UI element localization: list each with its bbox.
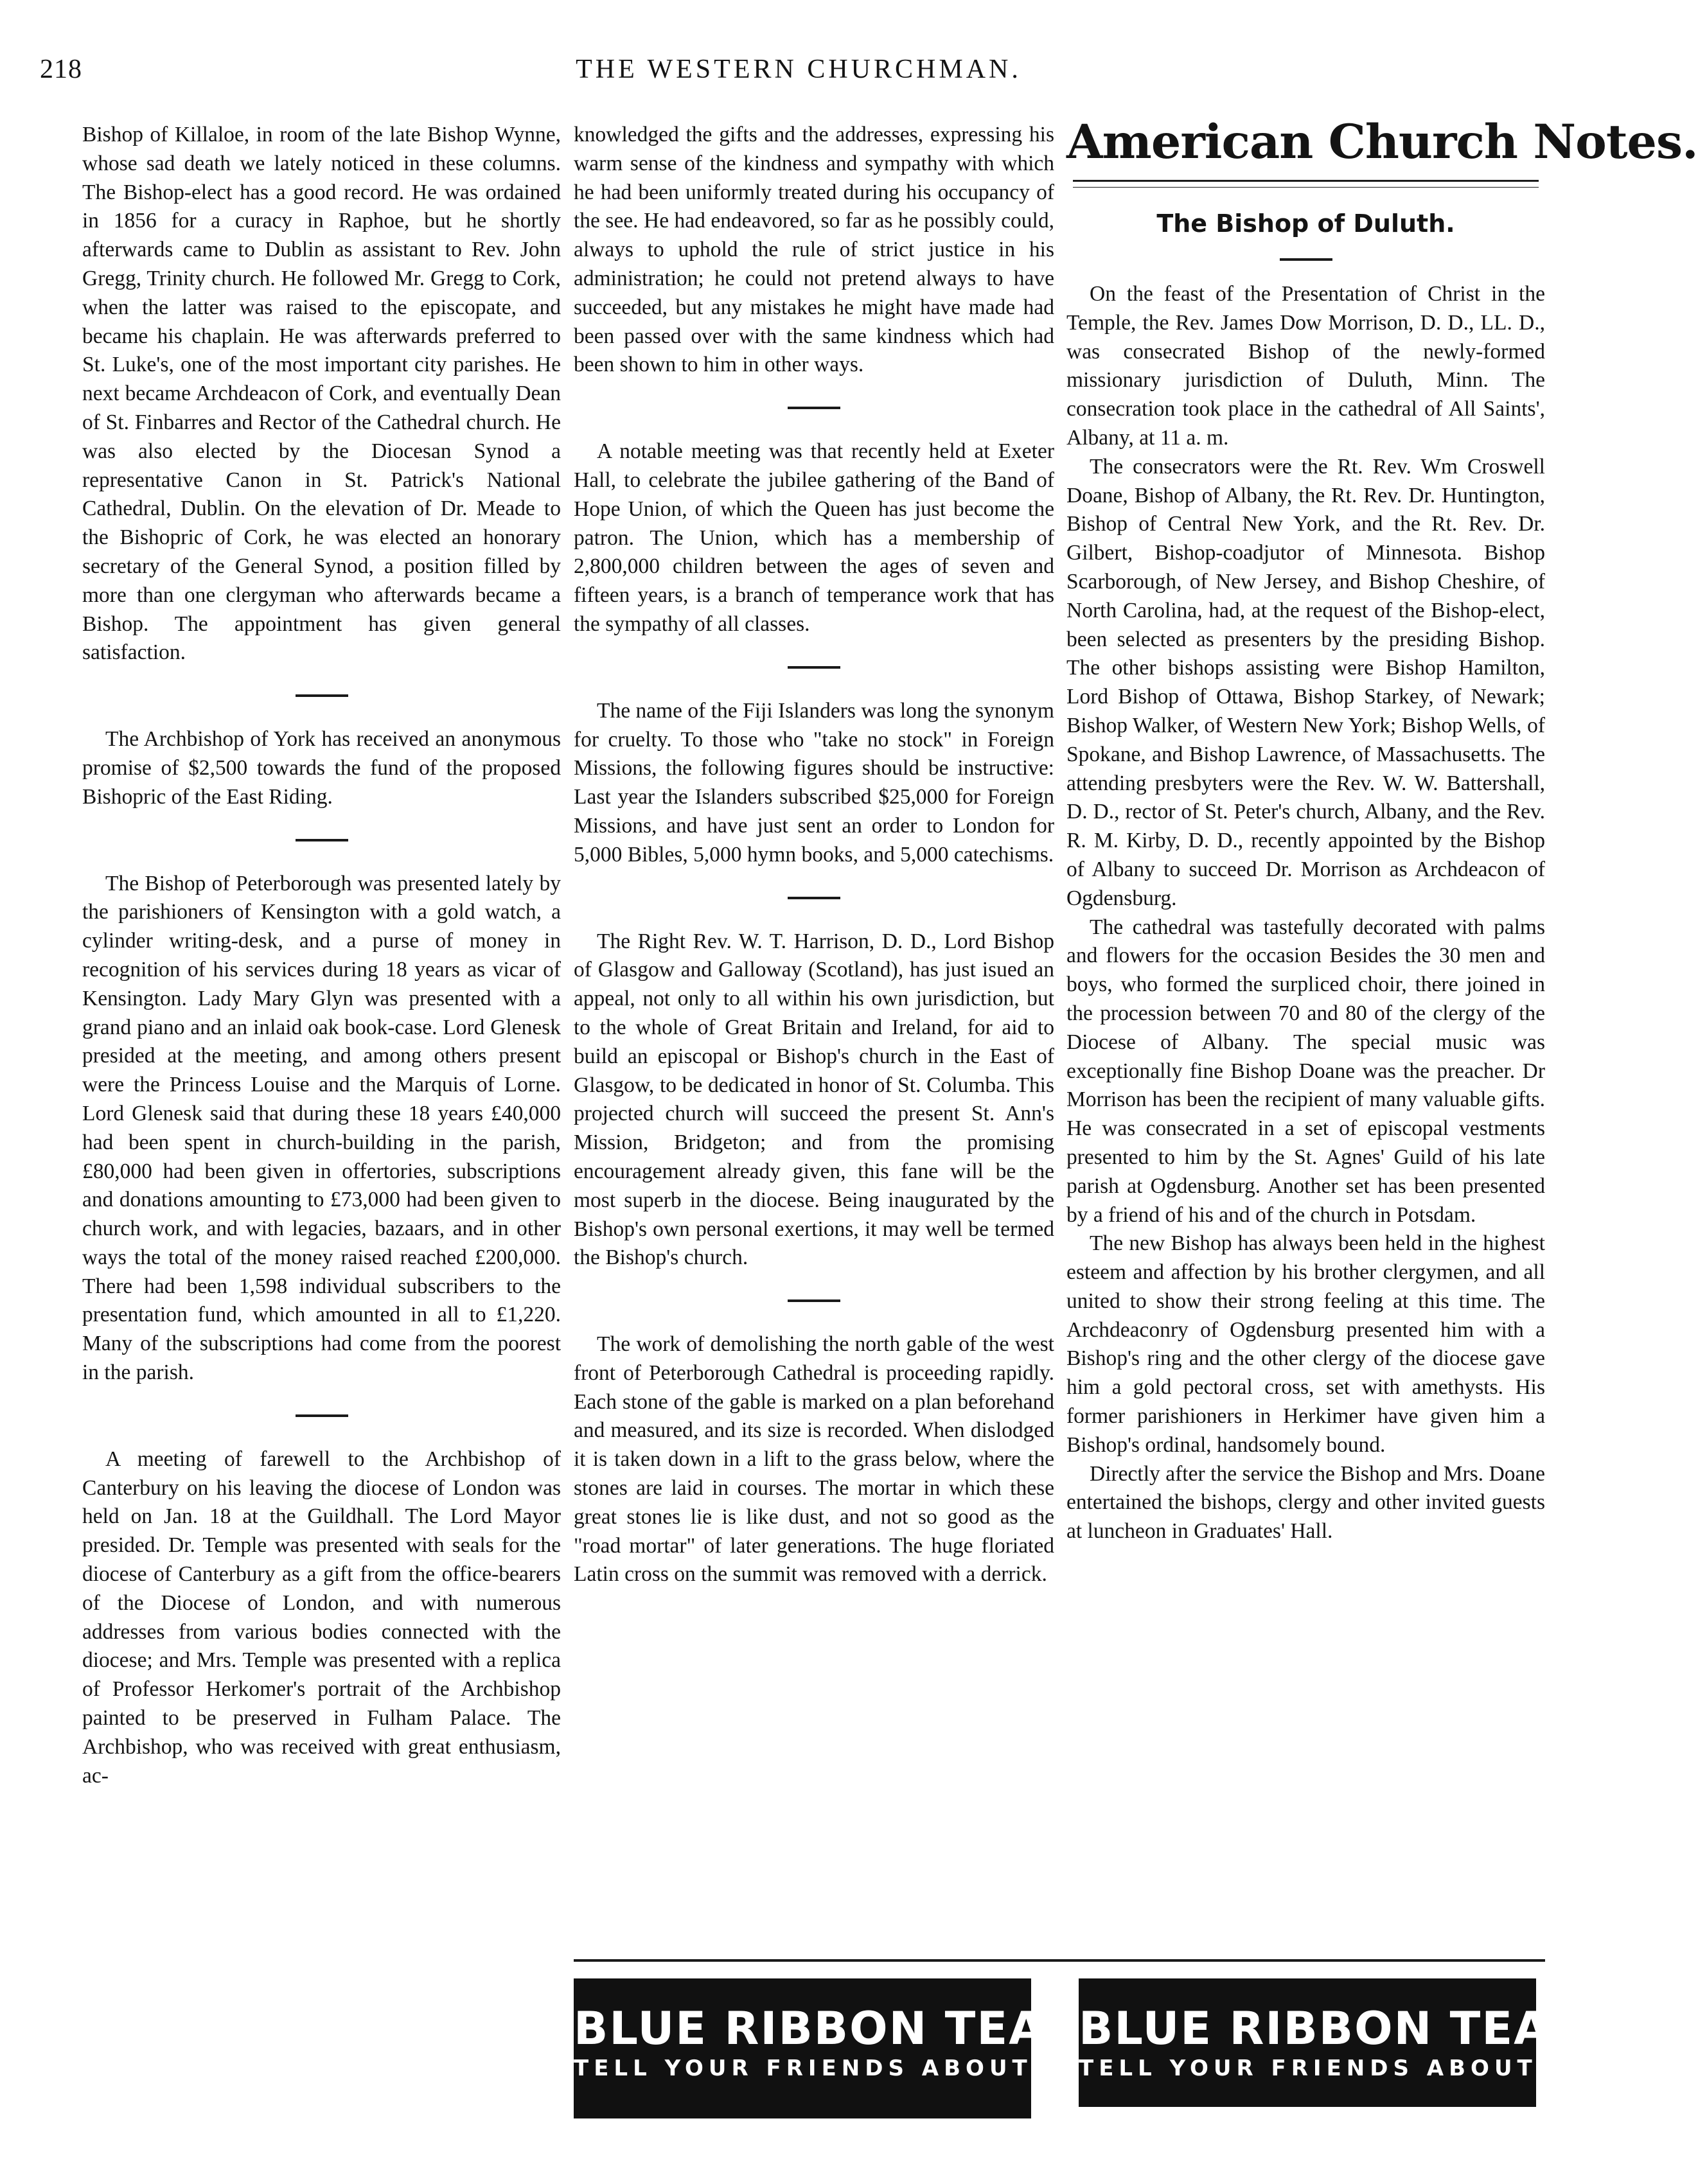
advertisement-blue-ribbon-tea [1079, 1978, 1584, 2107]
article-fiji-islanders: The name of the Fiji Islanders was long the synonym for cruelty. To those who "take no stock" in Foreign Missions, the following figures should be instructive: Last year the Islanders subscribed $25,000 for Foreign Missions, and have just sent an order to London for 5,000 Bibles, 5,000 hymn books, and 5,000 catechisms. [574, 698, 1054, 867]
column-right [1066, 114, 1698, 1546]
article-duluth-luncheon: Directly after the service the Bishop and Mrs. Doane entertained the bishops, clergy and other invited guests at luncheon in Graduates' Hall. [1066, 1461, 1545, 1544]
separator-rule [788, 1299, 840, 1302]
ad-tagline: TELL YOUR FRIENDS ABOUT IT [1079, 2056, 1584, 2081]
article-band-of-hope: A notable meeting was that recently held at Exeter Hall, to celebrate the jubilee gathering of the Band of Hope Union, of which the Queen has just become the patron. The Union, which has a membership of 2,800,000 children between the ages of seven and fifteen years, is a branch of temperance work that has the sympathy of all classes. [574, 439, 1054, 636]
section-masthead: American Church Notes. [1066, 114, 1698, 170]
column-left [82, 121, 561, 1790]
separator-rule [788, 897, 840, 899]
separator-rule [296, 839, 348, 841]
ad-headline: BLUE RIBBON TEA [574, 2002, 1045, 2055]
advertisement-blue-ribbon-tea [574, 1978, 1079, 2118]
article-duluth-consecration: On the feast of the Presentation of Christ in the Temple, the Rev. James Dow Morrison, D. D., LL. D., was consecrated Bishop of the newly-formed missionary jurisdiction of Duluth, Minn. The consecration took place in the cathedral of All Saints', Albany, at 11 a. m. [1066, 282, 1545, 450]
separator-rule [1280, 258, 1332, 261]
separator-rule [296, 694, 348, 697]
article-duluth-new-bishop: The new Bishop has always been held in the highest esteem and affection by his brother clergymen, and all united to show their strong feeling at this time. The Archdeaconry of Ogdensburg presented him with a Bishop's ring and the other clergy of the diocese gave him a gold pectoral cross, set with amethysts. His former parishioners in Herkimer have given him a Bishop's ordinal, handsomely bound. [1066, 1231, 1545, 1457]
masthead-rule [1073, 180, 1539, 188]
separator-rule [788, 666, 840, 669]
article-glasgow-appeal: The Right Rev. W. T. Harrison, D. D., Lord Bishop of Glasgow and Galloway (Scotland), has just isued an appeal, not only to all within his own jurisdiction, but to the whole of Great Britain and Ireland, for aid to build an episcopal or Bishop's church in the East of Glasgow, to be dedicated in honor of St. Columba. This projected church will succeed the present St. Ann's Mission, Bridgeton; and from the promising encouragement already given, this fane will be the most superb in the diocese. Being inaugurated by the Bishop's own personal exertions, it may well be termed the Bishop's church. [574, 929, 1054, 1270]
running-title: THE WESTERN CHURCHMAN. [576, 55, 1021, 84]
article-peterborough-presentation: The Bishop of Peterborough was presented lately by the parishioners of Kensington with a gold watch, a cylinder writing-desk, and a purse of money in recognition of his services during 18 years as vicar of Kensington. Lady Mary Glyn was presented with a grand piano and an inlaid oak book-case. Lord Glenesk presided at the meeting, and among others present were the Princess Louise and the Marquis of Lorne. Lord Glenesk said that during these 18 years £40,000 had been spent in church-building in the parish, £80,000 had been given in offertories, subscriptions and donations amounting to £73,000 had been given to church work, and with legacies, bazaars, and in other ways the total of the money raised reached £200,000. There had been 1,598 individual subscribers to the presentation fund, which amounted in all to £1,220. Many of the subscriptions had come from the poorest in the parish. [82, 871, 561, 1385]
article-york-bishopric: The Archbishop of York has received an anonymous promise of $2,500 towards the fund of the proposed Bishopric of the East Riding. [82, 727, 561, 809]
article-killaloe-continued: Bishop of Killaloe, in room of the late Bishop Wynne, whose sad death we lately noticed in these columns. The Bishop-elect has a good record. He was ordained in 1856 for a curacy in Raphoe, but he shortly afterwards came to Dublin as assistant to Rev. John Gregg, Trinity church. He followed Mr. Gregg to Cork, when the latter was raised to the episcopate, and became his chaplain. He was afterwards preferred to St. Luke's, one of the most important city parishes. He next became Archdeacon of Cork, and eventually Dean of St. Finbarres and Rector of the Cathedral church. He was also elected by the Diocesan Synod a representative Canon in St. Patrick's National Cathedral, Dublin. On the elevation of Dr. Meade to the Bishopric of Cork, he was elected an honorary secretary of the General Synod, a position filled by more than one clergyman who afterwards became a Bishop. The appointment has given general satisfaction. [82, 123, 561, 665]
article-peterborough-cathedral: The work of demolishing the north gable of the west front of Peterborough Cathedral is proceeding rapidly. Each stone of the gable is marked on a plan beforehand and measured, and its size is recorded. When dislodged it is taken down in a lift to the grass below, where the stones are laid in courses. The mortar in which these great stones lie is like dust, and not so good as the "road mortar" of later generations. The huge floriated Latin cross on the summit was removed with a derrick. [574, 1332, 1054, 1587]
advertisement-row [574, 1959, 1584, 2081]
separator-rule [296, 1414, 348, 1417]
article-heading: The Bishop of Duluth. [1156, 209, 1455, 238]
article-canterbury-continued: knowledged the gifts and the addresses, expressing his warm sense of the kindness and sympathy with which he had been uniformly treated during his occupancy of the see. He had endeavored, so far as he possibly could, always to uphold the rule of strict justice in his administration; he could not pretend always to have succeeded, but any mistakes he might have made had been passed over with the same kindness which had been shown to him in other ways. [574, 123, 1054, 377]
page-number: 218 [40, 55, 82, 84]
ad-headline: BLUE RIBBON TEA [1079, 2002, 1550, 2055]
separator-rule [788, 407, 840, 409]
article-duluth-consecrators: The consecrators were the Rt. Rev. Wm Croswell Doane, Bishop of Albany, the Rt. Rev. Dr. Huntington, Bishop of Central New York, and the Rt. Rev. Dr. Gilbert, Bishop-coadjutor of Minnesota. Bishop Scarborough, of New Jersey, and Bishop Cheshire, of North Carolina, had, at the request of the Bishop-elect, been selected as presenters by the presiding Bishop. The other bishops assisting were Bishop Hamilton, Lord Bishop of Ottawa, Bishop Starkey, of Newark; Bishop Walker, of Western New York; Bishop Wells, of Spokane, and Bishop Lawrence, of Massachusetts. The attending presbyters were the Rev. W. W. Battershall, D. D., rector of St. Peter's church, Albany, and the Rev. R. M. Kirby, D. D., recently appointed by the Bishop of Albany to succeed Dr. Morrison as Archdeacon of Ogdensburg. [1066, 454, 1545, 910]
column-middle [574, 121, 1054, 1589]
article-canterbury-farewell: A meeting of farewell to the Archbishop of Canterbury on his leaving the diocese of London was held on Jan. 18 at the Guildhall. The Lord Mayor presided. Dr. Temple was presented with seals for the diocese of Canterbury as a gift from the office-bearers of the Diocese of London, and with numerous addresses from various bodies connected with the diocese; and Mrs. Temple was presented with a replica of Professor Herkomer's portrait of the Archbishop painted to be preserved in Fulham Palace. The Archbishop, who was received with great enthusiasm, ac- [82, 1447, 561, 1788]
ad-tagline: TELL YOUR FRIENDS ABOUT IT [574, 2056, 1079, 2081]
article-duluth-cathedral: The cathedral was tastefully decorated with palms and flowers for the occasion Besides the 30 men and boys, who formed the surpliced choir, there joined in the procession between 70 and 80 of the clergy of the Diocese of Albany. The special music was exceptionally fine Bishop Doane was the preacher. Dr Morrison has been the recipient of many valuable gifts. He was consecrated in a set of episcopal vestments presented to him by the St. Agnes' Guild of his late parish at Ogdensburg. Another set has been presented by a friend of his and of the church in Potsdam. [1066, 915, 1545, 1227]
